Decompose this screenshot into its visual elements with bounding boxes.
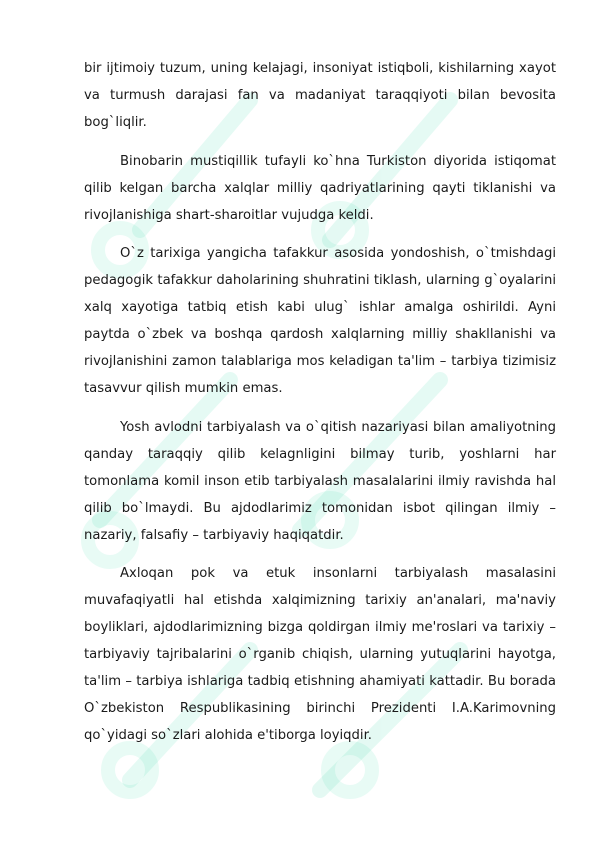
document-body: [84, 56, 556, 762]
paragraph-2: Binobarin mustiqillik tufayli ko`hna Turkiston diyorida istiqomat qilib kelgan barcha xalqlar milliy qadriyatlarining qayti tiklanishi va rivojlanishiga shart-sharoitlar vujudga keldi.: [84, 153, 556, 223]
paragraph-5: Axloqan pok va etuk insonlarni tarbiyalash masalasini muvafaqiyatli hal etishda xalqimizning tarixiy an'analari, ma'naviy boyliklari, ajdodlarimizning bizga qoldirgan ilmiy me'roslari va tarixiy – tarbiyaviy tajribalarini o`rganib chiqish, ularning yutuqlarini hayotga, ta'lim – tarbiya ishlariga tadbiq etishning ahamiyati kattadir. Bu borada O`zbekiston Respublikasining birinchi Prezidenti I.A.Karimovning qo`yidagi so`zlari alohida e'tiborga loyiqdir.: [84, 566, 556, 743]
paragraph-3: O`z tarixiga yangicha tafakkur asosida yondoshish, o`tmishdagi pedagogik tafakkur daholarining shuhratini tiklash, ularning g`oyalarini xalq xayotiga tatbiq etish kabi ulug` ishlar amalga oshirildi. Ayni paytda o`zbek va boshqa qardosh xalqlarning milliy shakllanishi va rivojlanishini zamon talablariga mos keladigan ta'lim – tarbiya tizimisiz tasavvur qilish mumkin emas.: [84, 246, 556, 396]
paragraph-1: bir ijtimoiy tuzum, uning kelajagi, insoniyat istiqboli, kishilarning xayot va turmush darajasi fan va madaniyat taraqqiyoti bilan bevosita bog`liqlir.: [84, 61, 556, 130]
paragraph-4: Yosh avlodni tarbiyalash va o`qitish nazariyasi bilan amaliyotning qanday taraqqiy qilib kelagnligini bilmay turib, yoshlarni har tomonlama komil inson etib tarbiyalash masalalarini ilmiy ravishda hal qilib bo`lmaydi. Bu ajdodlarimiz tomonidan isbot qilingan ilmiy – nazariy, falsafiy – tarbiyaviy haqiqatdir.: [84, 419, 556, 543]
